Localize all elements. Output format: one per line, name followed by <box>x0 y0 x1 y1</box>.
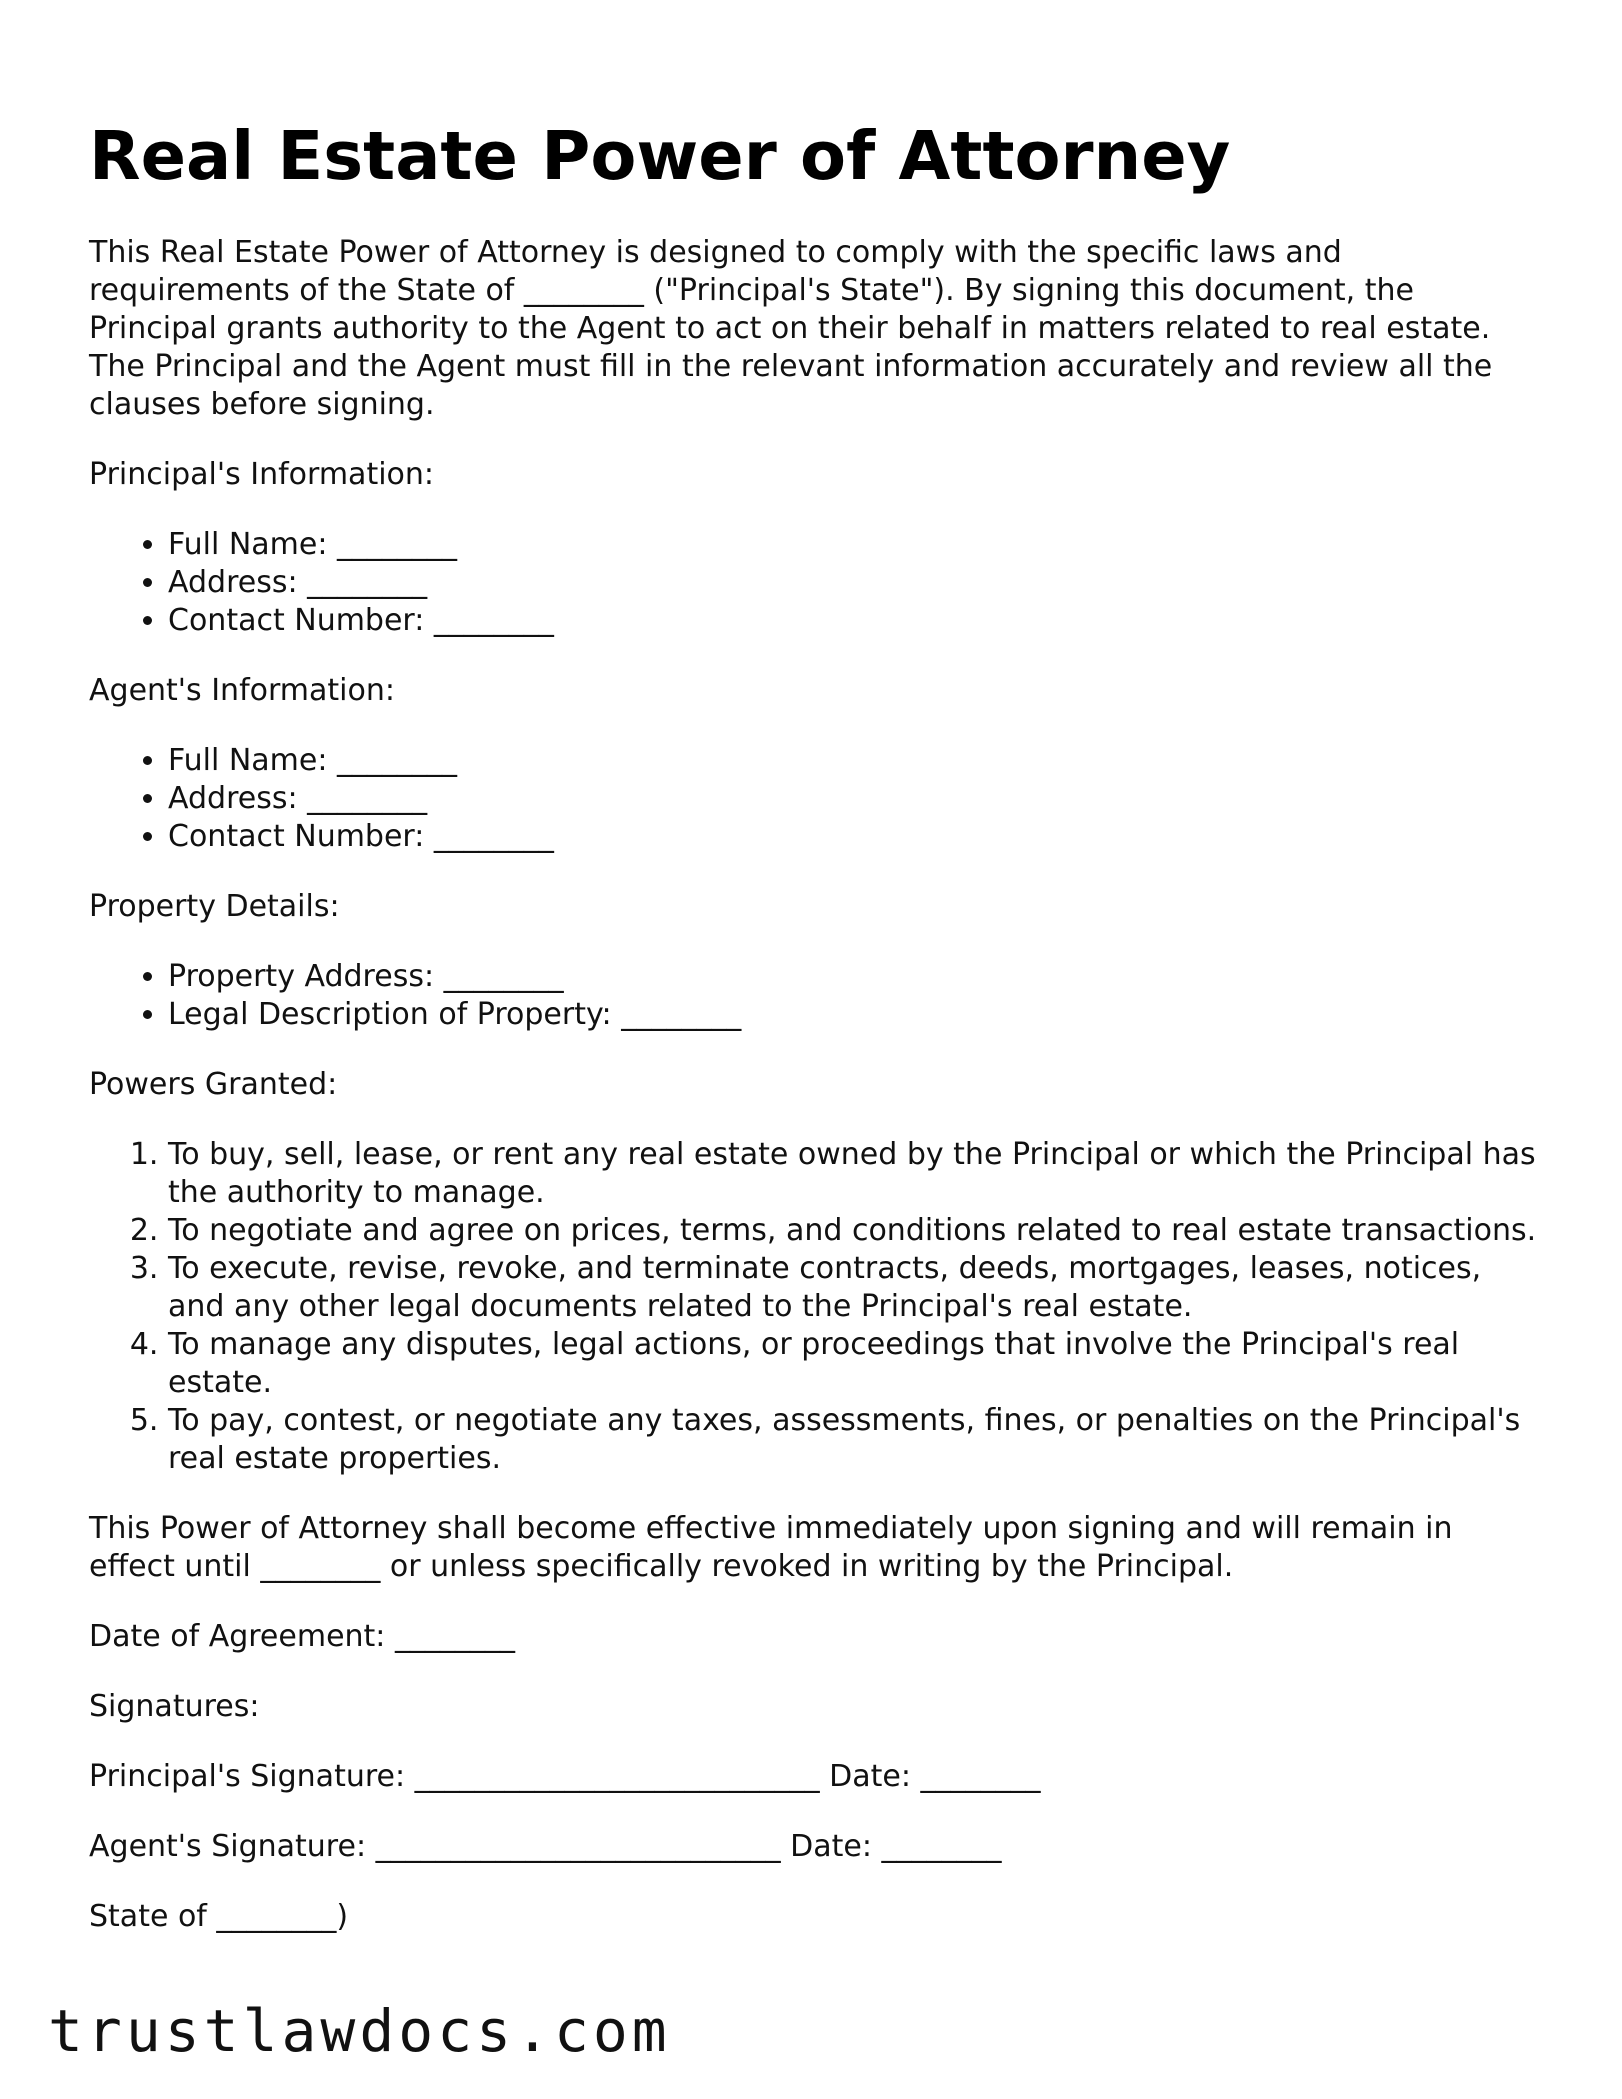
document-page <box>89 108 1539 1968</box>
state-of-line: State of ________) <box>89 1899 349 1934</box>
list-item: • Full Name: ________ <box>168 526 1539 564</box>
list-item: 1. To buy, sell, lease, or rent any real estate owned by the Principal or which the Principal has the authority to manage. <box>168 1136 1539 1212</box>
property-details-heading: Property Details: <box>89 889 340 924</box>
watermark: trustlawdocs.com <box>48 1997 671 2065</box>
document-title: Real Estate Power of Attorney <box>89 117 1231 195</box>
list-item: • Property Address: ________ <box>168 958 1539 996</box>
agent-signature-line: Agent's Signature: ___________________________ Date: ________ <box>89 1829 1002 1864</box>
list-item: • Legal Description of Property: ________ <box>168 996 1539 1034</box>
intro-paragraph: This Real Estate Power of Attorney is designed to comply with the specific laws and requirements of the State of ________ ("Principal's State"). By signing this document, the Principal grants authority to the Agent to act on their behalf in matters related to real estate. The Principal and the Agent must fill in the relevant information accurately and review all the clauses before signing. <box>89 235 1493 422</box>
list-item: • Contact Number: ________ <box>168 818 1539 856</box>
list-item: • Full Name: ________ <box>168 742 1539 780</box>
agent-info-heading: Agent's Information: <box>89 673 395 708</box>
date-of-agreement: Date of Agreement: ________ <box>89 1619 515 1654</box>
powers-granted-heading: Powers Granted: <box>89 1067 338 1102</box>
principal-signature-line: Principal's Signature: ___________________________ Date: ________ <box>89 1759 1041 1794</box>
list-item: 5. To pay, contest, or negotiate any taxes, assessments, fines, or penalties on the Principal's real estate properties. <box>168 1402 1539 1478</box>
list-item: • Contact Number: ________ <box>168 602 1539 640</box>
list-item: • Address: ________ <box>168 564 1539 602</box>
property-details-list <box>89 958 1539 1034</box>
list-item: 2. To negotiate and agree on prices, terms, and conditions related to real estate transactions. <box>168 1212 1539 1250</box>
signatures-heading: Signatures: <box>89 1689 260 1724</box>
list-item: • Address: ________ <box>168 780 1539 818</box>
agent-info-list <box>89 742 1539 856</box>
principal-info-heading: Principal's Information: <box>89 457 435 492</box>
powers-granted-list <box>89 1136 1539 1478</box>
list-item: 3. To execute, revise, revoke, and terminate contracts, deeds, mortgages, leases, notices, and any other legal documents related to the Principal's real estate. <box>168 1250 1539 1326</box>
list-item: 4. To manage any disputes, legal actions, or proceedings that involve the Principal's real estate. <box>168 1326 1539 1402</box>
principal-info-list <box>89 526 1539 640</box>
effective-clause: This Power of Attorney shall become effective immediately upon signing and will remain in effect until ________ or unless specifically revoked in writing by the Principal. <box>89 1511 1453 1584</box>
